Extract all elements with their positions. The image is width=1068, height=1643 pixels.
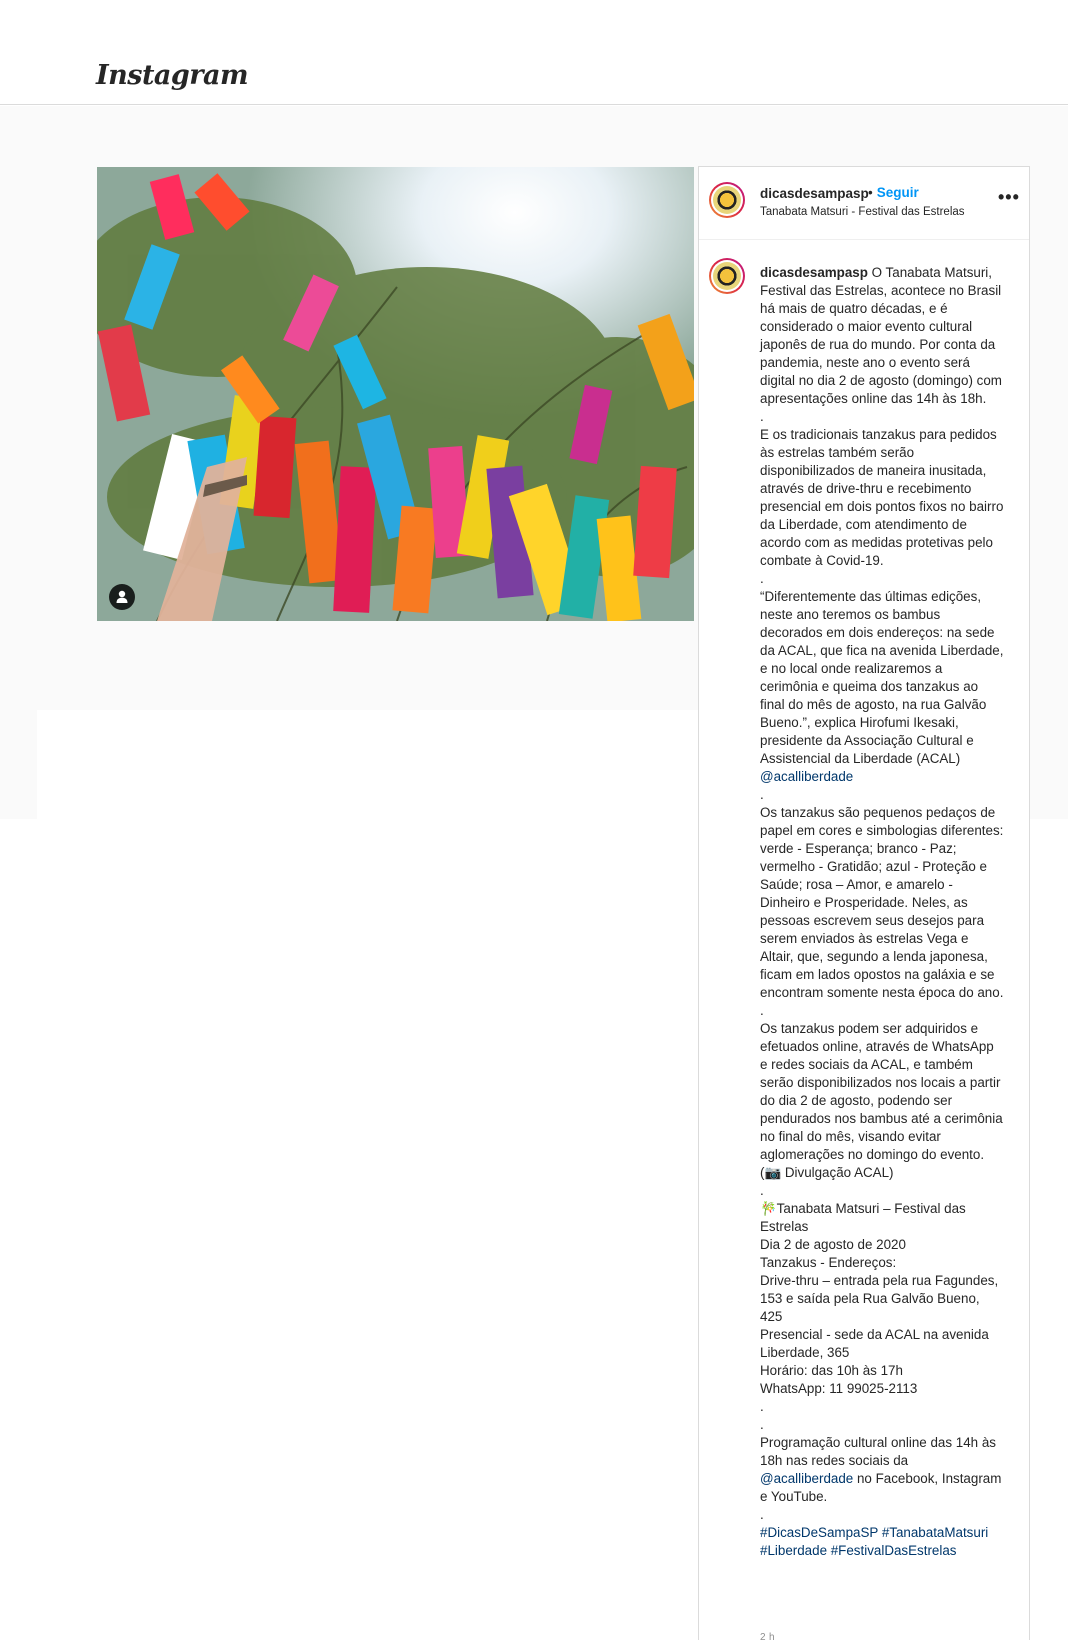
post-photo[interactable] [97,167,694,621]
post-timestamp[interactable]: 2 h [760,1632,775,1643]
blank-area [37,710,753,820]
instagram-logo[interactable]: Instagram [96,60,249,91]
caption-author-avatar[interactable] [709,258,745,294]
more-options-icon[interactable]: ••• [998,187,1020,207]
follow-button[interactable] [868,185,919,200]
user-tag-icon [109,584,135,610]
hashtags-links[interactable]: #DicasDeSampaSP #TanabataMatsuri #Liberdade #FestivalDasEstrelas [760,1525,992,1558]
profile-avatar[interactable] [709,182,745,218]
post-details-panel [698,166,1030,1643]
caption-text-part-3: no Facebook, Instagram e YouTube. . [760,1471,1002,1522]
follow-label: Seguir [876,185,919,200]
post-caption [760,264,1004,1560]
caption-author-username[interactable]: dicasdesampasp [760,265,868,280]
follow-separator: • [868,185,873,200]
mention-link[interactable]: @acalliberdade [760,769,854,784]
post-location[interactable]: Tanabata Matsuri - Festival das Estrelas [760,206,965,218]
user-tag-button[interactable] [109,584,135,610]
header-divider [699,239,1029,240]
top-navigation-bar [0,0,1068,105]
caption-text-part-1: O Tanabata Matsuri, Festival das Estrelas, acontece no Brasil há mais de quatro décadas, e é considerado o maior evento cultural japonês de rua do mundo. Por conta da pandemia, neste ano o evento será digital no dia 2 de agosto (domingo) com apresentações online das 14h às 18h. . E os tradicionais tanzakus para pedidos às estrelas também serão disponibilizados de maneira inusitada, através de drive-thru e recebimento presencial em dois pontos fixos no bairro da Liberdade, com atendimento de acordo com as medidas protetivas pelo combate à Covid-19. . “Diferentemente das últimas edições, neste ano teremos os bambus decorados em dois endereços: na sede da ACAL, que fica na avenida Liberdade, e no local onde realizaremos a cerimônia e queima dos tanzakus ao final do mês de agosto, na rua Galvão Bueno.”, explica Hirofumi Ikesaki, presidente da Associação Cultural e Assistencial da Liberdade (ACAL) [760,265,1004,766]
caption-text-part-2: . Os tanzakus são pequenos pedaços de papel em cores e simbologias diferentes: verde - Esperança; branco - Paz; vermelho - Gratidão; azul - Proteção e Saúde; rosa – Amor, e amarelo - Dinheiro e Prosperidade. Neles, as pessoas escrevem seus desejos para serem enviados às estrelas Vega e Altair, que, segundo a lenda japonesa, ficam em lados opostos na galáxia e se encontram somente nesta época do ano. . Os tanzakus podem ser adquiridos e efetuados online, através de WhatsApp e redes sociais da ACAL, e também serão disponibilizados nos locais a partir do dia 2 de agosto, podendo ser pendurados nos bambus até a cerimônia no final do mês, visando evitar aglomerações no domingo do evento. (📷 Divulgação ACAL) . 🎋Tanabata Matsuri – Festival das Estrelas Dia 2 de agosto de 2020 Tanzakus - Endereços: Drive-thru – entrada pela rua Fagundes, 153 e saída pela Rua Galvão Bueno, 425 Presencial - sede da ACAL na avenida Liberdade, 365 Horário: das 10h às 17h WhatsApp: 11 99025-2113 . . Programação cultural online das 14h às 18h nas redes sociais da [760,787,1004,1468]
post-author-username[interactable]: dicasdesampasp [760,186,869,201]
mention-link[interactable]: @acalliberdade [760,1471,854,1486]
post-image-tanzakus [97,167,694,621]
